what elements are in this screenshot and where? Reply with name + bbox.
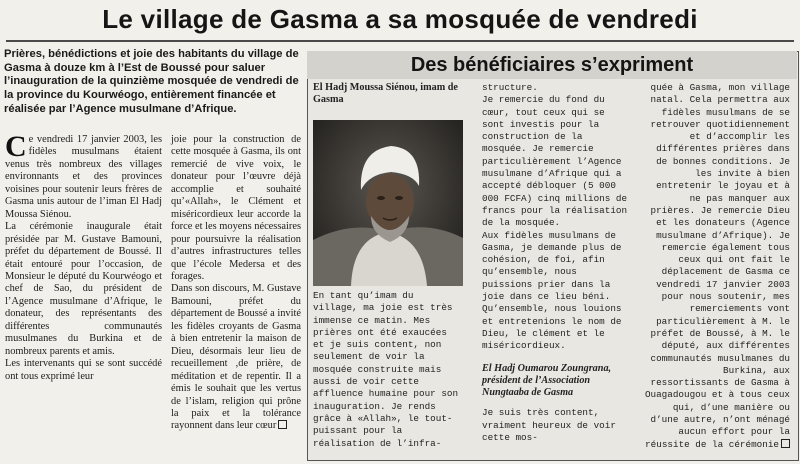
sidebar-title: Des bénéficiaires s’expriment xyxy=(307,51,797,79)
drop-cap: C xyxy=(5,130,27,163)
article-column-1 xyxy=(5,130,162,383)
quote-paragraph: Je remercie du fond du cœur, tout ceux qui se sont investis pour la construction de la mosquée. Je remercie particulièrement l’Agence musulmane d’Afrique qui a accepté débloquer (5 000 000 FCFA) cinq millions de francs pour la réalisation de la mosquée. xyxy=(482,94,628,229)
article-paragraph: La cérémonie inaugurale était présidée par M. Gustave Bamouni, préfet du département de Boussé. Il était entouré pour l’occasion, de Monsieur le député du Kourwéogo et chef de Sao, du président de l’Agence musulmane d’Afrique, le donateur, des représentants des différentes communautés musulmanes du Burkina et de nombreux parents et amis. xyxy=(5,221,162,357)
sidebar-box xyxy=(307,51,799,461)
imam-quote: En tant qu’imam du village, ma joie est très immense ce matin. Mes prières ont été exaucées et je suis content, non seulement de voir la mosquée construite mais aussi de voir cette affluence humaine pour son inauguration. Je rends grâce à «Allah», le tout-puissant pour la réalisation de l’infra- xyxy=(313,290,459,449)
article-column-2 xyxy=(171,134,301,433)
quote-paragraph: structure. xyxy=(482,82,538,93)
imam-portrait-image xyxy=(313,120,463,286)
speaker-caption: El Hadj Moussa Siénou, imam de Gasma xyxy=(313,82,458,106)
quote-paragraph-end: quée à Gasma, mon village natal. Cela permettra aux fidèles musulmans de se retrouver quotidiennement et d’accomplir les différentes prières dans de bonnes conditions. Je les invite à bien entretenir le joyau et à ne pas manquer aux prières. Je remercie Dieu et les donateurs (Agence musulmane d’Afrique). Je remercie également tous ceux qui ont fait le déplacement de Gasma ce vendredi 17 janvier 2003 pour nous soutenir, mes remerciements vont particulièrement à M. le préfet de Boussé, à M. le député, aux différentes communautés musulmanes du Burkina, aux ressortissants de Gasma à Ouagadougou et à tous ceux qui, d’une manière ou d’une autre, n’ont ménagé aucun effort pour la réussite de la cérémonie xyxy=(644,82,790,450)
speaker-caption: El Hadj Oumarou Zoungrana, président de l’Association Nungtaaba de Gasma xyxy=(482,362,612,399)
quote-paragraph: Je suis très content, vraiment heureux de voir cette mos- xyxy=(482,407,616,444)
end-mark-icon xyxy=(781,439,790,448)
article-paragraph: Les intervenants qui se sont succédé ont tous exprimé leur xyxy=(5,358,162,382)
article-paragraph-1 xyxy=(5,130,162,220)
sidebar-column-3 xyxy=(642,82,790,451)
article-paragraph: joie pour la construction de cette mosquée à Gasma, ils ont remercié de vive voix, le donateur pour l’œuvre déjà accomplie et souhaité qu’«Allah», le Clément et miséricordieux leur accorde la force et les moyens nécessaires pour poursuivre la réalisation d’autres infrastructures telles que l’école Medersa et des forages. xyxy=(171,134,301,282)
sidebar-column-1-bottom xyxy=(313,290,463,450)
article-paragraph xyxy=(5,130,162,221)
drop-cap-rest: e vendredi 17 janvier 2003, les fidèles musulmans étaient venus très nombreux des villages environnants et des provinces voisines pour soutenir leurs frères de Gasma unis autour de l’iman El Hadj Moussa Siénou. xyxy=(5,134,162,220)
article-paragraph-end: Dans son discours, M. Gustave Bamouni, préfet du département de Boussé a invité les fidèles croyants de Gasma à bien entretenir la maison de Dieu, désormais leur lieu de recueillement ,de prière, de méditation et de repentir. Il a émis le souhait que les vertus de l’islam, religion qui prône la paix et la tolérance rayonnent dans leur cœur xyxy=(171,283,301,432)
quote-paragraph xyxy=(642,82,790,451)
end-mark-icon xyxy=(278,420,287,429)
sidebar-column-2 xyxy=(482,82,630,444)
imam-photo xyxy=(313,120,463,286)
headline: Le village de Gasma a sa mosquée de vendredi xyxy=(102,4,698,34)
lead-paragraph: Prières, bénédictions et joie des habitants du village de Gasma à douze km à l’Est de Boussé pour saluer l’inauguration de la quinzième mosquée de vendredi de la province du Kourwéogo, entièrement financée et réalisée par l’Agence musulmane d’Afrique. xyxy=(4,48,299,115)
sidebar-column-1-top xyxy=(313,82,463,107)
quote-paragraph: Aux fidèles musulmans de Gasma, je demande plus de cohésion, de foi, afin qu’ensemble, nous puissions prier dans la joie dans ce lieu béni. Qu’ensemble, nous louions et entretenions le nom de Dieu, le clément et le miséricordieux. xyxy=(482,229,622,352)
article-paragraph xyxy=(171,283,301,432)
headline-rule xyxy=(6,40,794,42)
